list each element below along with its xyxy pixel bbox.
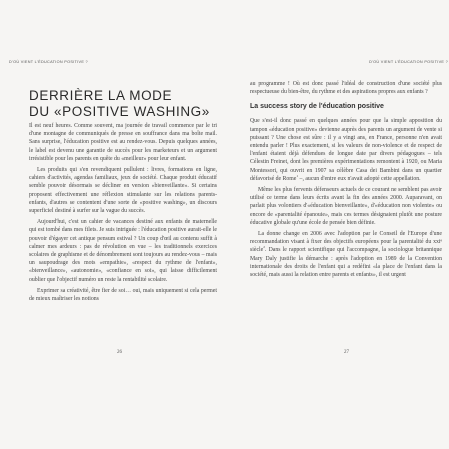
paragraph bbox=[250, 230, 442, 279]
paragraph: Exprimer sa créativité, être fier de soi… oui, mais uniquement si cela permet de mieux maîtriser les notions bbox=[29, 287, 217, 303]
paragraph: Même les plus fervents défenseurs actuels de ce courant ne semblent pas avoir utilisé ce terme dans leurs écrits avant la fin des années 2000. Auparavant, on parlait plus volontiers d'«éducation bienveillante», d'«éducation non violente» ou encore de «parentalité épanouie», mais ces termes désignaient plutôt une posture éducative globale qu'une école de pensée bien définie. bbox=[250, 187, 442, 226]
paragraph-text: . Dans le rapport scientifique qui l'accompagne, la sociologue britannique Mary Daly justifie la démarche : après l'adoption en 1989 de la Convention internationale des droits de l'enfant qui a redéfini «la place de l'enfant dans la société, mais aussi la relation entre parents et enfants», il est urgent bbox=[250, 247, 442, 279]
paragraph bbox=[250, 117, 442, 183]
chapter-title-line-1: DERRIÈRE LA MODE bbox=[29, 88, 173, 103]
footnote-ref[interactable]: 1 bbox=[296, 173, 299, 178]
paragraph-text: –, aucun d'entre eux n'avait adopté cette appellation. bbox=[298, 175, 421, 182]
footnote-ref[interactable]: 2 bbox=[263, 245, 265, 250]
running-head: D'OÙ VIENT L'ÉDUCATION POSITIVE ? bbox=[369, 60, 448, 64]
body-text bbox=[250, 80, 442, 282]
paragraph-text: Que s'est-il donc passé en quelques années pour que la simple apposition du tampon «éducation positive» devienne auprès des parents un argument de vente si puissant ? Une chose est sûre : il y a vingt ans, en France, personne n'en avait entendu parler ! Plus exactement, si les valeurs de non-violence et de respect de l'enfant étaient déjà défendues de longue date par divers pédagogues – tels Célestin Freinet, dont les premières expérimentations remontent à 1920, ou Maria Montessori, qui ouvrit en 1907 sa célèbre Casa dei Bambini dans un quartier défavorisé de Rome bbox=[250, 118, 442, 182]
section-heading: La success story de l'éducation positive bbox=[250, 103, 384, 111]
page-number: 26 bbox=[117, 350, 122, 355]
paragraph: Aujourd'hui, c'est un cahier de vacances destiné aux enfants de maternelle qui est tombé dans mes filets. Je suis intriguée : l'éducation positive aurait-elle le pouvoir d'égayer cet antique pensum estival ? Un coup d'œil au contenu suffit à calmer mes ardeurs : pas de révolution en vue – les traditionnels exercices scolaires de graphisme et de dénombrement sont toujours au rendez-vous – mais un saupoudrage des mots «empathie», «respect du rythme de l'enfant», «bienveillance», «autonomie», «confiance en soi», qui laisse difficilement oublier que l'objectif numéro un reste la rentabilité scolaire. bbox=[29, 219, 217, 283]
chapter-title-line-2: DU «POSITIVE WASHING» bbox=[29, 104, 210, 119]
paragraph: Les produits qui s'en revendiquent pullulent : livres, formations en ligne, cahiers d'activités, agendas familiaux, jeux de société. Chaque produit éducatif semble pouvoir désormais se décliner en version «bienveillante». Si certains proposent effectivement une réflexion stimulante sur les relations parents-enfants, d'autres se contentent d'une sorte de «positive washing», un discours superficiel destiné à surfer sur la vague du succès. bbox=[29, 167, 217, 215]
left-page bbox=[9, 0, 219, 449]
paragraph-text: La donne change en 2006 avec l'adoption par le Conseil de l'Europe d'une recommandation visant à fixer des objectifs européens pour la parentalité du xxiᵉ siècle bbox=[250, 231, 442, 254]
paragraph: au programme ! Où est donc passé l'idéal de construction d'une société plus respectueuse du bien-être, du rythme et des aspirations propres aux enfants ? bbox=[250, 81, 442, 96]
body-text bbox=[29, 122, 217, 306]
page-number: 27 bbox=[344, 350, 349, 355]
chapter-title bbox=[29, 88, 219, 120]
right-page bbox=[238, 0, 448, 449]
running-head: D'OÙ VIENT L'ÉDUCATION POSITIVE ? bbox=[9, 60, 88, 64]
paragraph: Il est neuf heures. Comme souvent, ma journée de travail commence par le tri d'une montagne de communiqués de presse en souffrance dans ma boîte mail. Sans surprise, l'éducation positive est au rendez-vous. Depuis quelques années, le label est devenu une garantie de succès pour les marketeurs et un argument irrésistible pour les parents en quête du «meilleur» pour leur enfant. bbox=[29, 123, 217, 162]
